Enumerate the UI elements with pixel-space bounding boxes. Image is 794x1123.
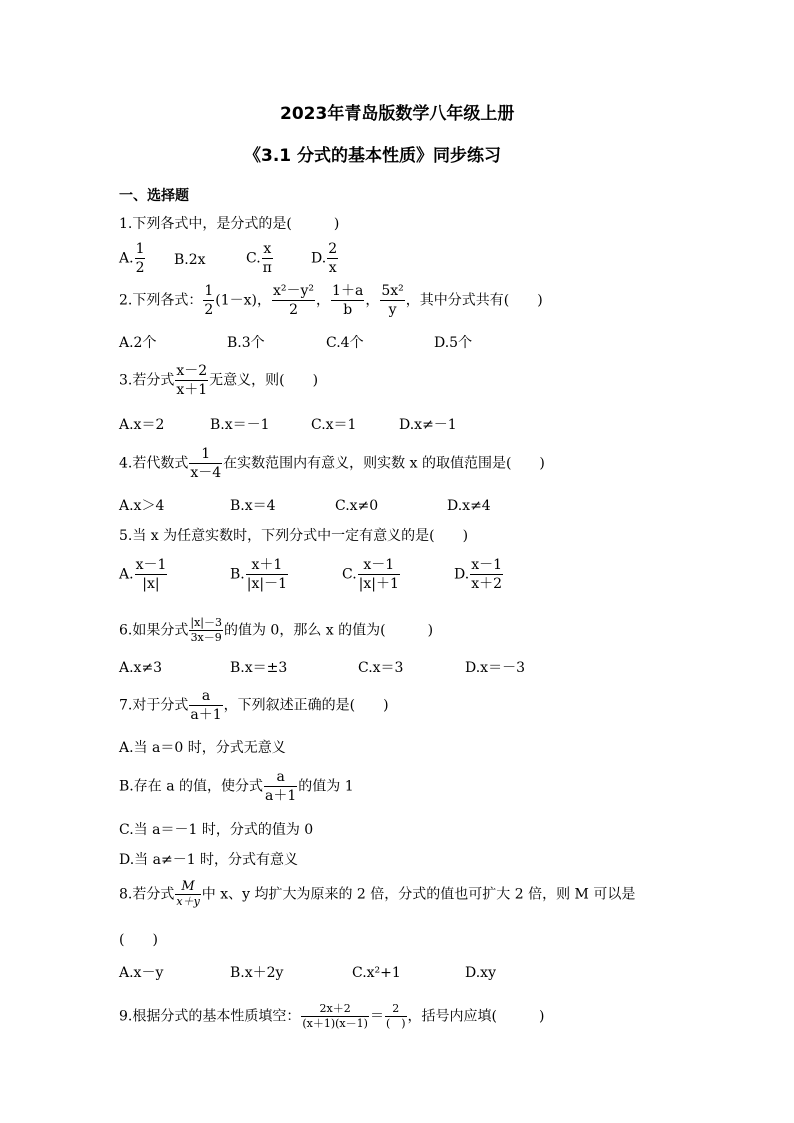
option-a: A.x＞4 — [119, 498, 165, 514]
question-6-stem — [119, 616, 433, 645]
option-c — [342, 556, 401, 593]
question-6-options — [119, 658, 559, 678]
fraction — [470, 556, 503, 593]
option-d — [311, 240, 339, 277]
option-b: B.x＝±3 — [230, 660, 288, 676]
numerator: a — [264, 768, 297, 787]
fraction — [189, 616, 223, 645]
question-4-stem — [119, 445, 545, 482]
fraction — [331, 282, 364, 319]
fraction — [189, 445, 222, 482]
fraction — [264, 768, 297, 805]
section-heading: 一、选择题 — [119, 188, 189, 204]
denominator: b — [343, 302, 353, 318]
question-1-options — [119, 240, 419, 282]
stem-text: ，下列叙述正确的是( ) — [223, 697, 389, 714]
numerator: a — [189, 687, 222, 706]
option-label: A. — [119, 566, 134, 583]
question-7-option-c: C.当 a＝－1 时，分式的值为 0 — [119, 822, 314, 838]
option-a: A.x－y — [119, 965, 164, 981]
numerator: x＋1 — [246, 556, 288, 575]
fraction — [135, 556, 168, 593]
stem-text: ，其中分式共有( ) — [405, 292, 543, 309]
stem-text: 3.若分式 — [119, 372, 175, 389]
fraction — [189, 687, 222, 724]
stem-text: 在实数范围内有意义，则实数 x 的取值范围是( ) — [223, 455, 545, 472]
stem-text: ，括号内应填( ) — [407, 1008, 545, 1025]
numerator: x－1 — [358, 556, 400, 575]
numerator: x－1 — [135, 557, 167, 573]
option-c: C.x＝1 — [311, 417, 357, 433]
fraction — [358, 556, 400, 593]
fraction — [246, 556, 288, 593]
option-c — [246, 240, 274, 277]
option-d — [454, 556, 504, 593]
option-b — [230, 556, 289, 593]
option-d: D.x≠4 — [447, 498, 491, 514]
page-subtitle: 《3.1 分式的基本性质》同步练习 — [244, 146, 502, 166]
separator: ， — [365, 292, 380, 309]
numerator: 1 — [135, 241, 145, 257]
option-text: 的值为 1 — [298, 778, 354, 795]
fraction — [385, 1002, 407, 1031]
question-8-options — [119, 963, 539, 983]
option-c: C.4个 — [326, 335, 364, 351]
option-d: D.5个 — [434, 335, 473, 351]
numerator: 1 — [189, 445, 222, 464]
option-label: A. — [119, 250, 134, 267]
question-7-option-b — [119, 768, 354, 805]
option-a: A.x＝2 — [119, 417, 165, 433]
denominator: 3x－9 — [190, 631, 222, 644]
denominator: |x|－1 — [246, 576, 287, 592]
question-8-answer-blank: ( ) — [119, 932, 158, 948]
denominator: 2 — [289, 302, 298, 318]
option-d: D.x＝－3 — [465, 660, 525, 676]
question-2-stem — [119, 282, 543, 319]
denominator: (x＋1)(x－1) — [302, 1017, 368, 1030]
question-1-stem: 1.下列各式中，是分式的是( ) — [119, 216, 340, 232]
question-9-stem — [119, 1002, 544, 1031]
numerator: x²－y² — [273, 283, 315, 299]
page-title: 2023年青岛版数学八年级上册 — [280, 104, 515, 124]
fraction — [262, 240, 273, 277]
denominator: y — [388, 302, 397, 318]
stem-text: 9.根据分式的基本性质填空： — [119, 1008, 301, 1025]
numerator: x－1 — [471, 557, 502, 573]
fraction — [135, 240, 146, 277]
numerator: 1 — [204, 283, 214, 299]
option-b: B.x＝－1 — [210, 417, 270, 433]
option-b: B.x＝4 — [230, 498, 276, 514]
denominator: a＋1 — [265, 788, 297, 804]
denominator: ( ) — [385, 1017, 406, 1030]
option-text: B.存在 a 的值，使分式 — [119, 778, 263, 795]
fraction — [272, 282, 315, 319]
denominator: x＋y — [176, 895, 200, 908]
question-3-options — [119, 415, 519, 435]
option-label: C. — [342, 566, 357, 583]
option-a: A.2个 — [119, 335, 157, 351]
equals-sign: ＝ — [369, 1008, 384, 1025]
option-a — [119, 240, 146, 277]
option-b: B.3个 — [227, 335, 265, 351]
stem-text: 8.若分式 — [119, 886, 175, 903]
denominator: a＋1 — [190, 707, 222, 723]
numerator: 2x＋2 — [301, 1002, 369, 1017]
separator: ， — [316, 292, 331, 309]
fraction — [327, 240, 338, 277]
denominator: |x| — [142, 576, 160, 592]
stem-text: 中 x、y 均扩大为原来的 2 倍，分式的值也可扩大 2 倍，则 M 可以是 — [201, 886, 636, 903]
question-2-options — [119, 333, 519, 353]
question-5-options — [119, 556, 539, 598]
stem-text: 的值为 0，那么 x 的值为( ) — [223, 622, 434, 639]
option-label: B. — [230, 566, 245, 583]
question-4-options — [119, 496, 519, 516]
fraction — [175, 362, 208, 399]
option-d: D.x≠－1 — [399, 417, 457, 433]
stem-text: 2.下列各式： — [119, 292, 203, 309]
fraction — [175, 880, 200, 909]
question-7-option-d: D.当 a≠－1 时，分式有意义 — [119, 852, 299, 868]
numerator: |x|－3 — [190, 616, 222, 629]
stem-text: 无意义，则( ) — [209, 372, 319, 389]
stem-text: 6.如果分式 — [119, 622, 189, 639]
numerator: 5x² — [381, 283, 404, 299]
fraction — [301, 1002, 369, 1031]
question-7-stem — [119, 687, 389, 724]
numerator: 2 — [385, 1002, 407, 1017]
question-5-stem: 5.当 x 为任意实数时，下列分式中一定有意义的是( ) — [119, 528, 469, 544]
option-c: C.x≠0 — [335, 498, 379, 514]
numerator: x — [263, 241, 272, 257]
numerator: M — [175, 880, 200, 895]
denominator: x＋1 — [176, 382, 208, 398]
question-7-option-a: A.当 a＝0 时，分式无意义 — [119, 740, 286, 756]
option-c: C.x²+1 — [352, 965, 401, 981]
denominator: x — [328, 260, 337, 276]
option-d: D.xy — [465, 965, 496, 981]
stem-text: 4.若代数式 — [119, 455, 189, 472]
question-8-stem — [119, 880, 635, 909]
denominator: 2 — [204, 302, 214, 318]
option-a — [119, 556, 168, 593]
stem-text: 7.对于分式 — [119, 697, 189, 714]
option-label: D. — [454, 566, 470, 583]
question-3-stem — [119, 362, 318, 399]
denominator: π — [262, 260, 272, 276]
denominator: x＋2 — [471, 576, 502, 592]
fraction — [203, 282, 214, 319]
option-c: C.x＝3 — [358, 660, 404, 676]
option-label: D. — [311, 250, 327, 267]
option-b: B.x＋2y — [230, 965, 284, 981]
denominator: x－4 — [190, 465, 222, 481]
option-a: A.x≠3 — [119, 660, 163, 676]
numerator: 1＋a — [332, 283, 364, 299]
numerator: x－2 — [176, 363, 208, 379]
option-b: B.2x — [174, 252, 206, 268]
denominator: |x|＋1 — [358, 576, 399, 592]
option-label: C. — [246, 250, 261, 267]
stem-text: (1－x)， — [215, 292, 272, 309]
denominator: 2 — [135, 260, 145, 276]
numerator: 2 — [328, 241, 338, 257]
fraction — [380, 282, 404, 319]
